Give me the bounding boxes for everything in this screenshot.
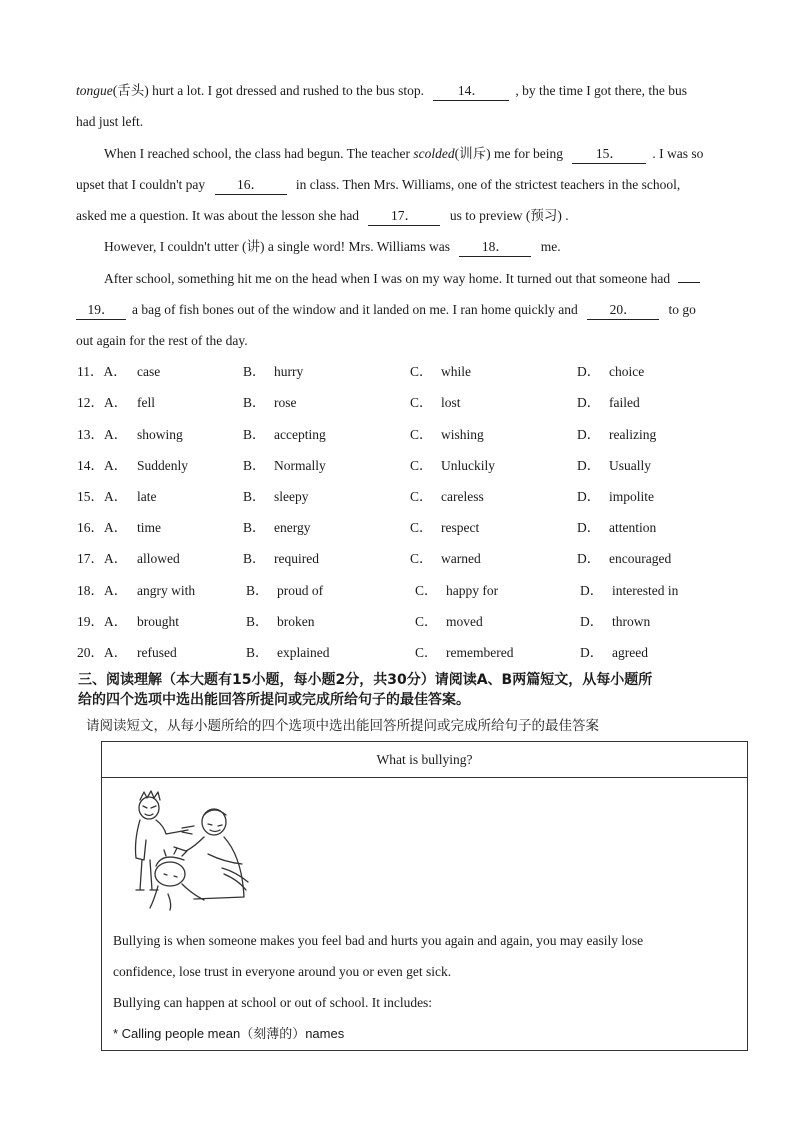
blank-18[interactable] (459, 238, 531, 257)
option-c[interactable]: Unluckily (441, 458, 495, 473)
option-d-label: D． (577, 364, 601, 379)
question-number: 12．A． (77, 395, 128, 410)
text: . I was so (652, 146, 704, 161)
option-b[interactable]: hurry (274, 364, 304, 379)
section-heading-cont: 给的四个选项中选出能回答所提问或完成所给句子的最佳答案。 (78, 692, 470, 708)
option-c[interactable]: wishing (441, 427, 484, 442)
text: in class. Then Mrs. Williams, one of the strictest teachers in the school, (295, 177, 681, 192)
option-b[interactable]: explained (277, 645, 330, 660)
option-a[interactable]: case (137, 364, 161, 379)
text: asked me a question. It was about the lesson she had (76, 208, 360, 223)
option-c[interactable]: careless (441, 489, 484, 504)
option-c-label: C． (410, 395, 433, 410)
box-text-1: Bullying is when someone makes you feel bad and hurts you again and again, you may easily lose (113, 933, 644, 948)
text: out again for the rest of the day. (76, 333, 248, 348)
option-b-label: B． (243, 551, 266, 566)
option-c-label: C． (410, 427, 433, 442)
text: us to preview (预习) . (449, 208, 569, 223)
option-c-label: C． (410, 551, 433, 566)
option-d[interactable]: failed (609, 395, 640, 410)
blank-15[interactable] (572, 145, 646, 164)
question-number: 13．A． (77, 427, 128, 442)
passage-line-5 (76, 207, 569, 226)
reading-box (101, 741, 748, 1051)
question-number: 16．A． (77, 520, 128, 535)
option-c[interactable]: lost (441, 395, 461, 410)
option-b[interactable]: accepting (274, 427, 326, 442)
blank-number: 18． (481, 239, 509, 254)
passage-line-1 (76, 82, 687, 101)
option-d[interactable]: interested in (612, 583, 679, 598)
option-b-label: B． (246, 614, 269, 629)
blank-20[interactable] (587, 301, 659, 320)
option-d[interactable]: thrown (612, 614, 651, 629)
blank-number: 16． (237, 177, 265, 192)
option-c[interactable]: warned (441, 551, 481, 566)
option-a[interactable]: Suddenly (137, 458, 189, 473)
option-c-label: C． (410, 364, 433, 379)
option-d-label: D． (577, 551, 601, 566)
text: had just left. (76, 114, 144, 129)
text: to go (668, 302, 696, 317)
option-b[interactable]: broken (277, 614, 315, 629)
option-d-label: D． (580, 583, 604, 598)
blank-number: 14． (457, 83, 485, 98)
option-a[interactable]: allowed (137, 551, 180, 566)
option-b-label: B． (243, 458, 266, 473)
text: (舌头) hurt a lot. I got dressed and rushed to the bus stop. (112, 83, 424, 98)
option-d-label: D． (577, 395, 601, 410)
blank-number: 17． (390, 208, 418, 223)
passage-line-4 (76, 176, 680, 195)
option-d-label: D． (580, 614, 604, 629)
option-b-label: B． (246, 583, 269, 598)
option-a[interactable]: late (137, 489, 157, 504)
box-text-4: * Calling people mean（刻薄的）names (113, 1026, 345, 1041)
option-d-label: D． (577, 427, 601, 442)
blank-number: 20． (609, 302, 637, 317)
option-d[interactable]: realizing (609, 427, 657, 442)
option-d[interactable]: Usually (609, 458, 651, 473)
option-c-label: C． (415, 645, 438, 660)
option-a[interactable]: time (137, 520, 161, 535)
text: However, I couldn't utter (讲) a single word! Mrs. Williams was (104, 239, 451, 254)
blank-16[interactable] (215, 176, 287, 195)
option-b[interactable]: rose (274, 395, 297, 410)
blank-19-start[interactable] (678, 282, 700, 283)
option-b[interactable]: required (274, 551, 319, 566)
option-b-label: B． (243, 395, 266, 410)
bullying-illustration (112, 782, 252, 912)
text: upset that I couldn't pay (76, 177, 206, 192)
option-d-label: D． (580, 645, 604, 660)
italic-word: tongue (76, 83, 113, 98)
passage-line-6 (104, 238, 561, 257)
text: a bag of fish bones out of the window and it landed on me. I ran home quickly and (132, 302, 578, 317)
option-c-label: C． (415, 583, 438, 598)
box-title: What is bullying? (102, 742, 747, 778)
italic-word: scolded (413, 146, 455, 161)
text: (训斥) me for being (454, 146, 563, 161)
question-number: 11．A． (77, 364, 127, 379)
question-number: 18．A． (77, 583, 128, 598)
option-c-label: C． (410, 489, 433, 504)
passage-line-7 (104, 270, 700, 288)
option-b-label: B． (243, 427, 266, 442)
option-b-label: B． (246, 645, 269, 660)
text: , by the time I got there, the bus (515, 83, 688, 98)
text: After school, something hit me on the head when I was on my way home. It turned out that someone had (104, 271, 671, 286)
option-b[interactable]: sleepy (274, 489, 309, 504)
option-d[interactable]: encouraged (609, 551, 672, 566)
option-c-label: C． (415, 614, 438, 629)
option-b[interactable]: energy (274, 520, 311, 535)
passage-line-2 (76, 113, 143, 131)
option-b[interactable]: Normally (274, 458, 326, 473)
option-c[interactable]: respect (441, 520, 480, 535)
option-c-label: C． (410, 458, 433, 473)
option-b-label: B． (243, 489, 266, 504)
option-d[interactable]: agreed (612, 645, 648, 660)
option-b[interactable]: proud of (277, 583, 324, 598)
blank-number: 15． (595, 146, 623, 161)
option-d[interactable]: impolite (609, 489, 654, 504)
blank-19[interactable] (76, 301, 126, 320)
question-number: 20．A． (77, 645, 128, 660)
box-text-3: Bullying can happen at school or out of school. It includes: (113, 995, 433, 1010)
option-a[interactable]: showing (137, 427, 183, 442)
option-d-label: D． (577, 520, 601, 535)
question-number: 14．A． (77, 458, 128, 473)
option-a[interactable]: brought (137, 614, 179, 629)
option-d[interactable]: choice (609, 364, 645, 379)
passage-line-9 (76, 332, 248, 350)
question-number: 15．A． (77, 489, 128, 504)
option-b-label: B． (243, 520, 266, 535)
option-a[interactable]: refused (137, 645, 177, 660)
blank-17[interactable] (368, 207, 440, 226)
option-d-label: D． (577, 458, 601, 473)
option-c[interactable]: moved (446, 614, 483, 629)
option-b-label: B． (243, 364, 266, 379)
option-c-label: C． (410, 520, 433, 535)
box-text-2: confidence, lose trust in everyone around you or even get sick. (113, 964, 452, 979)
option-d-label: D． (577, 489, 601, 504)
text: When I reached school, the class had begun. The teacher (104, 146, 410, 161)
question-number: 19．A． (77, 614, 128, 629)
text: me. (540, 239, 561, 254)
option-a[interactable]: angry with (137, 583, 196, 598)
option-d[interactable]: attention (609, 520, 657, 535)
passage-line-8 (76, 301, 696, 320)
blank-number: 19． (87, 302, 115, 317)
blank-14[interactable] (433, 82, 509, 101)
option-c[interactable]: remembered (446, 645, 514, 660)
passage-line-3 (104, 145, 703, 164)
option-c[interactable]: happy for (446, 583, 499, 598)
option-a[interactable]: fell (137, 395, 155, 410)
question-number: 17．A． (77, 551, 128, 566)
instruction: 请阅读短文，从每小题所给的四个选项中选出能回答所提问或完成所给句子的最佳答案 (86, 718, 599, 734)
option-c[interactable]: while (441, 364, 471, 379)
section-heading: 三、阅读理解（本大题有15小题，每小题2分，共30分）请阅读A、B两篇短文，从每小题所 (78, 672, 653, 688)
